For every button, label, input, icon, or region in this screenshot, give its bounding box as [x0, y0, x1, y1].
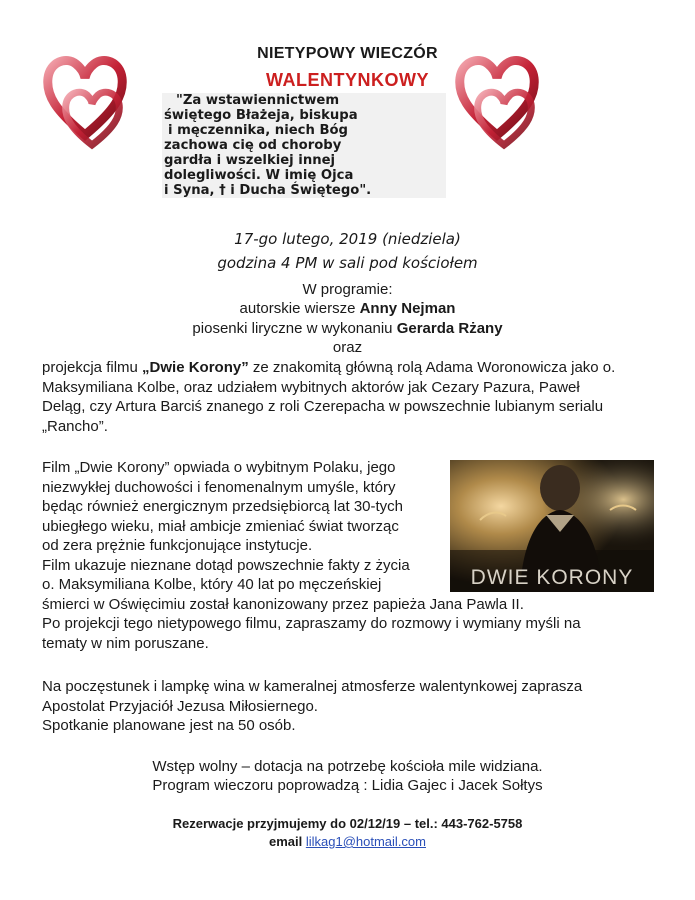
film-prefix: projekcja filmu — [42, 359, 143, 376]
poster-title: DWIE KORONY — [470, 566, 634, 589]
blessing-line: zachowa cię od choroby — [164, 138, 342, 153]
blessing-line: gardła i wszelkiej innej — [164, 153, 336, 168]
event-hour: godzina 4 PM w sali pod kościołem — [217, 254, 478, 272]
film-suffix: ze znakomitą główną rolą Adama Woronowicza jako o. — [248, 359, 616, 376]
event-date: 17-go lutego, 2019 (niedziela) — [234, 230, 461, 248]
description-line: ubiegłego wieku, miał ambicje zmieniać świat tworząc — [42, 517, 399, 535]
reservation-info: Rezerwacje przyjmujemy do 02/12/19 – tel.: 443-762-5758 — [172, 816, 523, 831]
program-songs — [0, 320, 695, 337]
blessing-line: i męczennika, niech Bóg — [168, 123, 349, 138]
invitation-line: Apostolat Przyjaciół Jezusa Miłosiernego. — [42, 697, 318, 715]
songs-prefix: piosenki liryczne w wykonaniu — [192, 320, 397, 337]
blessing-line: "Za wstawiennictwem — [176, 93, 340, 108]
description-line: będąc również energicznym przedsiębiorcą lat 30-tych — [42, 498, 404, 515]
program-and: oraz — [332, 339, 363, 356]
email-label: email — [269, 834, 306, 849]
poems-prefix: autorskie wiersze — [239, 300, 360, 317]
invitation-line: Na poczęstunek i lampkę wina w kameralnej atmosferze walentynkowej zaprasza — [42, 678, 583, 695]
program-intro: W programie: — [302, 281, 393, 298]
description-line: o. Maksymiliana Kolbe, który 40 lat po męczeńskiej — [42, 576, 382, 593]
description-line: od zera prężnie funkcjonujące instytucje. — [42, 537, 313, 554]
film-title: „Dwie Korony” — [142, 359, 249, 376]
blessing-line: świętego Błażeja, biskupa — [164, 108, 358, 123]
entry-info: Wstęp wolny – dotacja na potrzebę kościoła mile widziana. — [152, 758, 543, 775]
blessing-line: dolegliwości. W imię Ojca — [164, 168, 354, 183]
film-line: „Rancho”. — [42, 417, 108, 435]
film-line: Deląg, czy Artura Barciś znanego z roli Czerepacha w powszechnie lubianym serialu — [42, 398, 604, 415]
film-projection-paragraph — [42, 358, 662, 436]
blessing-quote — [162, 93, 446, 198]
title-line1: NIETYPOWY WIECZÓR — [257, 45, 438, 62]
description-line: niezwykłej duchowości i fenomenalnym umyśle, który — [42, 478, 396, 496]
poems-author: Anny Nejman — [359, 300, 456, 317]
description-line: śmierci w Oświęcimiu został kanonizowany przez papieża Jana Pawla II. — [42, 595, 524, 613]
email-line — [0, 834, 695, 849]
description-line: Po projekcji tego nietypowego filmu, zapraszamy do rozmowy i wymiany myśli na — [42, 615, 581, 632]
film-line — [42, 358, 662, 378]
hosts-info: Program wieczoru poprowadzą : Lidia Gajec i Jacek Sołtys — [152, 777, 543, 794]
program-poems — [0, 300, 695, 317]
invitation-line: Spotkanie planowane jest na 50 osób. — [42, 717, 296, 734]
title-line2: WALENTYNKOWY — [266, 70, 429, 90]
description-line: tematy w nim poruszane. — [42, 634, 209, 652]
film-poster-image — [450, 460, 654, 592]
blessing-line: i Syna, † i Ducha Świętego". — [164, 183, 372, 198]
songs-author: Gerarda Rżany — [396, 320, 503, 337]
invitation-paragraph — [42, 677, 662, 736]
film-line: Maksymiliana Kolbe, oraz udziałem wybitnych aktorów jak Cezary Pazura, Paweł — [42, 378, 580, 396]
email-link[interactable]: lilkag1@hotmail.com — [305, 834, 426, 849]
description-line: Film ukazuje nieznane dotąd powszechnie fakty z życia — [42, 556, 410, 574]
description-line: Film „Dwie Korony” opwiada o wybitnym Polaku, jego — [42, 459, 396, 476]
